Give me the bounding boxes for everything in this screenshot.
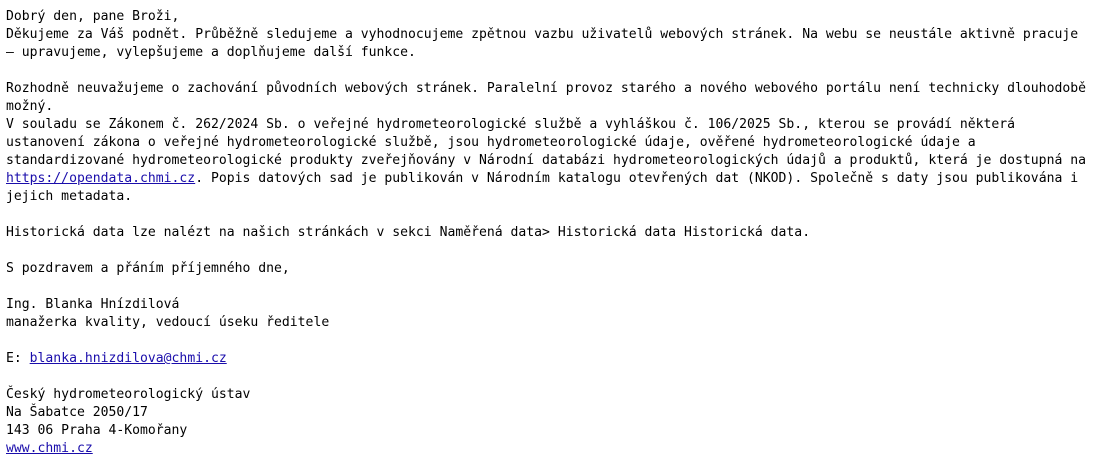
organization-city: 143 06 Praha 4-Komořany: [6, 423, 188, 438]
email-label: E:: [6, 351, 30, 366]
spacer-3: [6, 242, 1092, 260]
signature-title: manažerka kvality, vedoucí úseku ředitele: [6, 315, 330, 330]
greeting-line: Dobrý den, pane Broži,: [6, 9, 180, 24]
spacer-6: [6, 368, 1092, 386]
paragraph-4: Historická data lze nalézt na našich stránkách v sekci Naměřená data> Historická data Historická data.: [6, 225, 811, 240]
closing-line: S pozdravem a přáním příjemného dne,: [6, 261, 290, 276]
organization-street: Na Šabatce 2050/17: [6, 405, 148, 420]
paragraph-3: [6, 116, 1092, 206]
paragraph-1: Děkujeme za Váš podnět. Průběžně sledujeme a vyhodnocujeme zpětnou vazbu uživatelů webových stránek. Na webu se neustále aktivně pracuje – upravujeme, vylepšujeme a doplňujeme další funkce.: [6, 27, 1079, 60]
paragraph-3-text-before-link: V souladu se Zákonem č. 262/2024 Sb. o veřejné hydrometeorologické službě a vyhláškou č. 106/2025 Sb., kterou se provádí některá ustanovení zákona o veřejné hydrometeorologické službě, jsou hydrometeorologické údaje, ověřené hydrometeorologické údaje a standardizované hydrometeorologické produkty zveřejňovány v Národní databázi hydrometeorologických údajů a produktů, která je dostupná na: [6, 117, 1086, 168]
spacer-5: [6, 332, 1092, 350]
spacer-1: [6, 62, 1092, 80]
paragraph-2: Rozhodně neuvažujeme o zachování původních webových stránek. Paralelní provoz starého a nového webového portálu není technicky dlouhodobě možný.: [6, 81, 1086, 114]
signature-email-line: [6, 350, 1092, 368]
email-address-link[interactable]: blanka.hnizdilova@chmi.cz: [29, 351, 227, 366]
signature-name: Ing. Blanka Hnízdilová: [6, 297, 180, 312]
organization-website: [6, 440, 1092, 458]
opendata-link[interactable]: https://opendata.chmi.cz: [6, 171, 196, 186]
spacer-2: [6, 206, 1092, 224]
organization-name: Český hydrometeorologický ústav: [6, 387, 251, 402]
paragraph-3-text-after-link: . Popis datových sad je publikován v Národním katalogu otevřených dat (NKOD). Společně s daty jsou publikována i jejich metadata.: [6, 171, 1079, 204]
spacer-4: [6, 278, 1092, 296]
website-link[interactable]: www.chmi.cz: [6, 441, 93, 456]
